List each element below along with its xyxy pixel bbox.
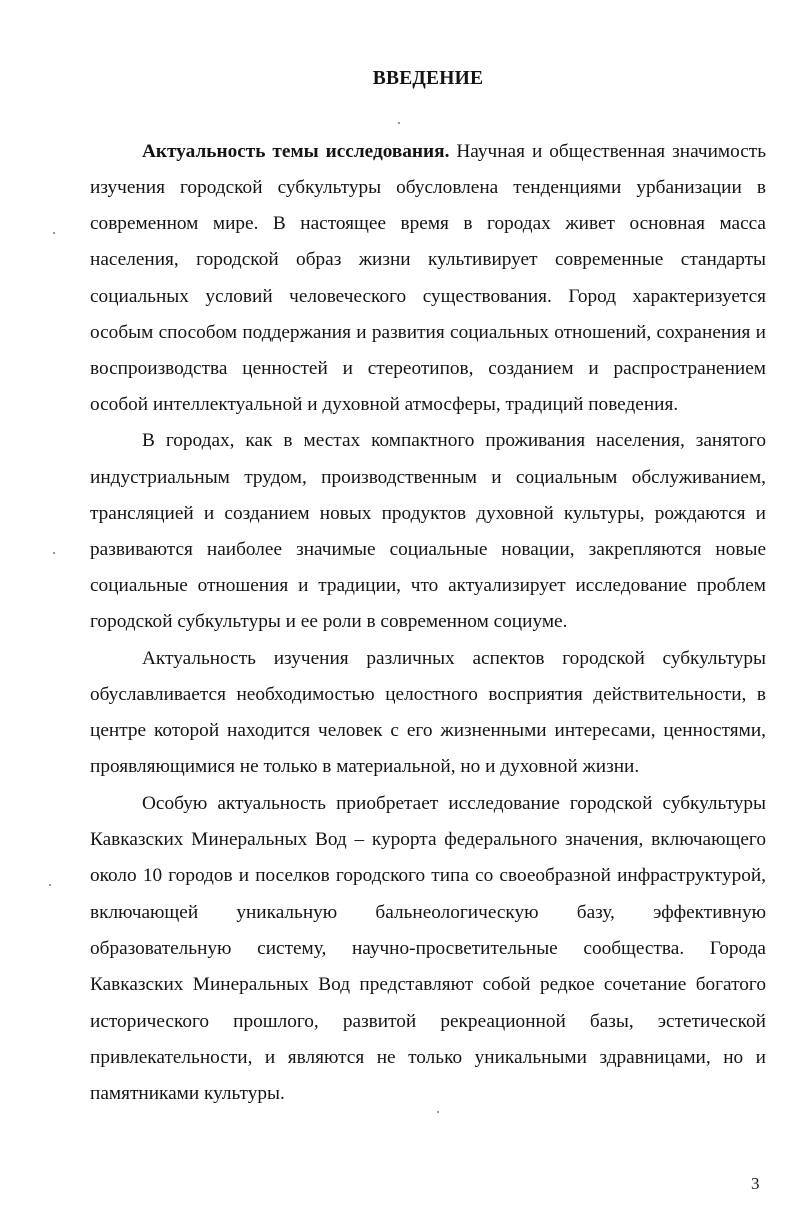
text-line: социальных условий человеческого существования. Город характеризуется <box>90 286 766 307</box>
text-line: особой интеллектуальной и духовной атмосферы, традиций поведения. <box>90 394 679 415</box>
text-line: современном мире. В настоящее время в городах живет основная масса <box>90 213 766 234</box>
scan-speck <box>398 122 400 124</box>
text-line: памятниками культуры. <box>90 1083 285 1104</box>
text-line: включающей уникальную бальнеологическую базу, эффективную <box>90 902 766 923</box>
text-line: обуславливается необходимостью целостного восприятия действительности, в <box>90 684 766 705</box>
text-line: привлекательности, и являются не только уникальными здравницами, но и <box>90 1047 766 1068</box>
text-line: индустриальным трудом, производственным и социальным обслуживанием, <box>90 467 766 488</box>
text-line: проявляющимися не только в материальной, но и духовной жизни. <box>90 756 640 777</box>
text-line <box>142 138 766 166</box>
scan-speck <box>53 552 55 554</box>
text-line: центре которой находится человек с его жизненными интересами, ценностями, <box>90 720 766 741</box>
text-line: изучения городской субкультуры обусловлена тенденциями урбанизации в <box>90 177 766 198</box>
text-line: образовательную систему, научно-просветительные сообщества. Города <box>90 938 766 959</box>
scan-speck <box>437 1111 439 1113</box>
text-line: социальные отношения и традиции, что актуализирует исследование проблем <box>90 575 766 596</box>
text-line: развиваются наиболее значимые социальные новации, закрепляются новые <box>90 539 766 560</box>
scan-speck <box>49 884 51 886</box>
text-line: около 10 городов и поселков городского типа со своеобразной инфраструктурой, <box>90 865 766 886</box>
text-line: Кавказских Минеральных Вод – курорта федерального значения, включающего <box>90 829 766 850</box>
scan-speck <box>53 232 55 234</box>
page-number: 3 <box>751 1174 760 1193</box>
text-line: исторического прошлого, развитой рекреационной базы, эстетической <box>90 1011 766 1032</box>
text-line: В городах, как в местах компактного проживания населения, занятого <box>142 430 766 451</box>
page-title: ВВЕДЕНИЕ <box>372 68 484 89</box>
text-line: Кавказских Минеральных Вод представляют собой редкое сочетание богатого <box>90 974 766 995</box>
text-line: Актуальность изучения различных аспектов городской субкультуры <box>142 648 766 669</box>
text-line-content: Научная и общественная значимость <box>449 141 766 162</box>
text-line: населения, городской образ жизни культивирует современные стандарты <box>90 249 766 270</box>
text-line: городской субкультуры и ее роли в современном социуме. <box>90 611 568 632</box>
text-line: воспроизводства ценностей и стереотипов, созданием и распространением <box>90 358 766 379</box>
text-line: Особую актуальность приобретает исследование городской субкультуры <box>142 793 766 814</box>
text-line: особым способом поддержания и развития социальных отношений, сохранения и <box>90 322 766 343</box>
text-line: трансляцией и созданием новых продуктов духовной культуры, рождаются и <box>90 503 766 524</box>
paragraph-heading: Актуальность темы исследования. <box>142 141 450 162</box>
